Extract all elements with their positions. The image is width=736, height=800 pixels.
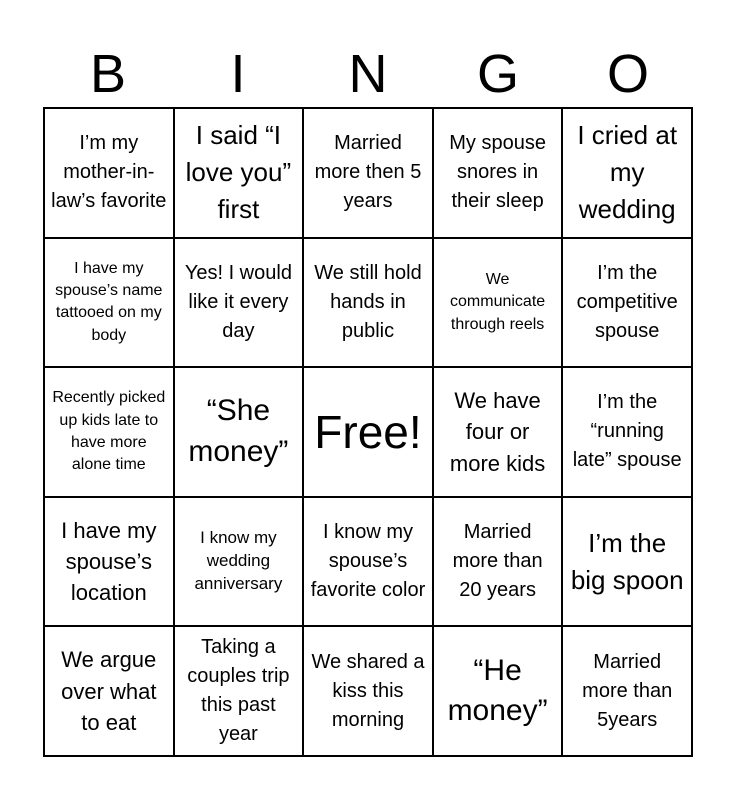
bingo-cell[interactable]: Taking a couples trip this past year	[175, 627, 305, 757]
bingo-cell[interactable]: I know my wedding anniversary	[175, 498, 305, 628]
bingo-cell[interactable]: I cried at my wedding	[563, 109, 693, 239]
bingo-cell[interactable]: We shared a kiss this morning	[304, 627, 434, 757]
bingo-cell[interactable]: We argue over what to eat	[45, 627, 175, 757]
header-letter-n: N	[348, 44, 388, 104]
bingo-cell[interactable]: Married more then 5 years	[304, 109, 434, 239]
bingo-cell[interactable]: Married more than 5years	[563, 627, 693, 757]
bingo-cell[interactable]: I said “I love you” first	[175, 109, 305, 239]
bingo-cell[interactable]: “He money”	[434, 627, 564, 757]
header-letter-g: G	[476, 44, 519, 104]
free-cell[interactable]: Free!	[304, 368, 434, 498]
header-letter-o: O	[606, 44, 649, 104]
header-letter-b: B	[89, 44, 127, 104]
bingo-cell[interactable]: Yes! I would like it every day	[175, 239, 305, 369]
bingo-board	[43, 107, 693, 757]
bingo-cell[interactable]: Recently picked up kids late to have more alone time	[45, 368, 175, 498]
bingo-cell[interactable]: I’m the “running late” spouse	[563, 368, 693, 498]
bingo-cell[interactable]: “She money”	[175, 368, 305, 498]
bingo-cell[interactable]: I know my spouse’s favorite color	[304, 498, 434, 628]
bingo-cell[interactable]: We communicate through reels	[434, 239, 564, 369]
bingo-cell[interactable]: I’m my mother-in-law’s favorite	[45, 109, 175, 239]
bingo-cell[interactable]: I’m the big spoon	[563, 498, 693, 628]
bingo-header	[43, 40, 693, 108]
bingo-cell[interactable]: My spouse snores in their sleep	[434, 109, 564, 239]
bingo-cell[interactable]: We have four or more kids	[434, 368, 564, 498]
bingo-cell[interactable]: I’m the competitive spouse	[563, 239, 693, 369]
bingo-cell[interactable]: We still hold hands in public	[304, 239, 434, 369]
bingo-cell[interactable]: I have my spouse’s location	[45, 498, 175, 628]
bingo-cell[interactable]: I have my spouse’s name tattooed on my body	[45, 239, 175, 369]
header-letter-i: I	[230, 44, 246, 104]
bingo-cell[interactable]: Married more than 20 years	[434, 498, 564, 628]
